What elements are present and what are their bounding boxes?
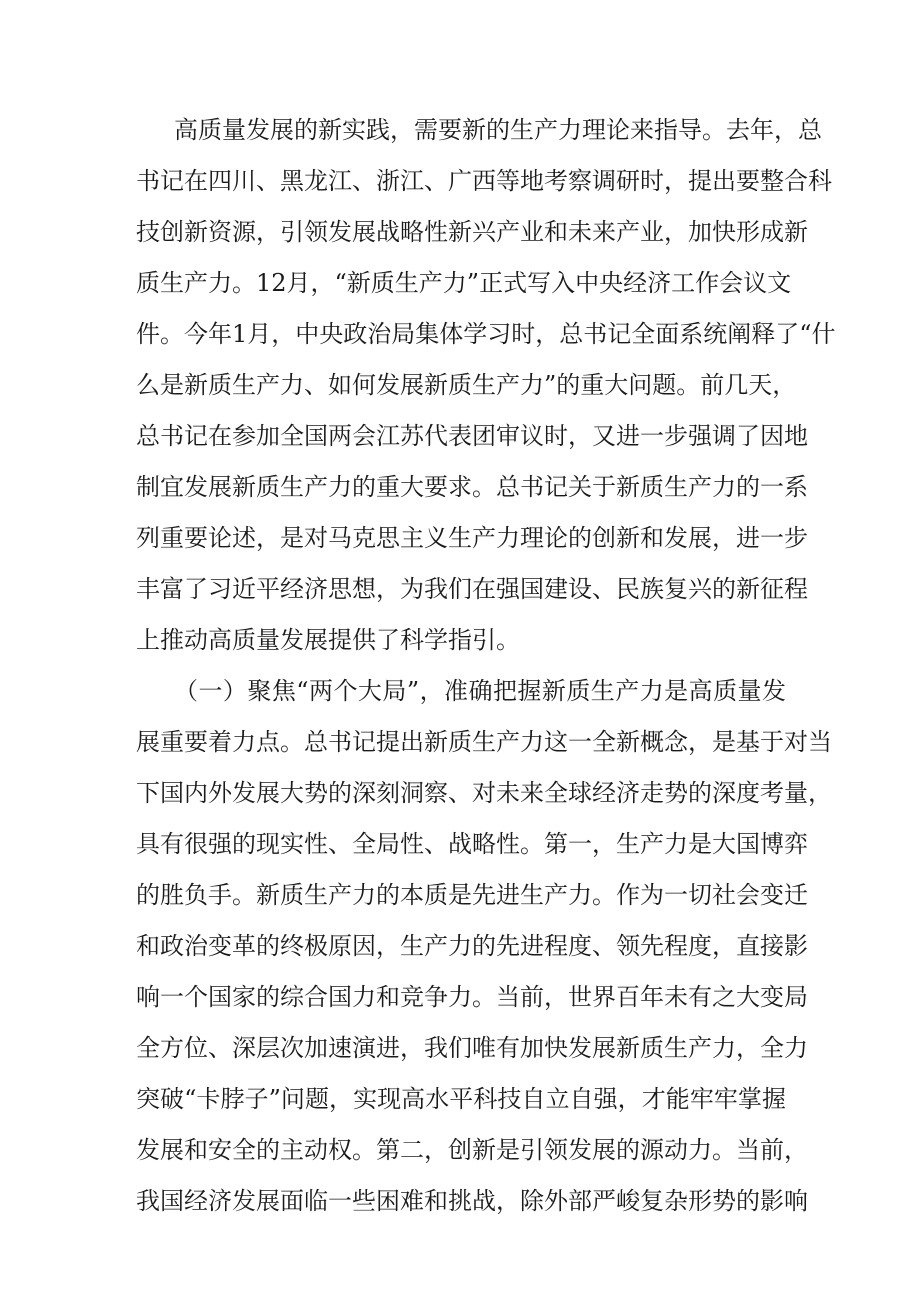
paragraph-2-line-3: 下国内外发展大势的深刻洞察、对未来全球经济走势的深度考量， [136,779,832,807]
paragraph-1-line-3: 技创新资源，引领发展战略性新兴产业和未来产业，加快形成新 [136,218,808,246]
paragraph-1-line-6: 么是新质生产力、如何发展新质生产力”的重大问题。前几天， [136,371,797,399]
paragraph-1-line-7: 总书记在参加全国两会江苏代表团审议时，又进一步强调了因地 [136,422,808,450]
paragraph-1-line-4: 质生产力。12月，“新质生产力”正式写入中央经济工作会议文 [136,269,792,297]
paragraph-2-line-5: 的胜负手。新质生产力的本质是先进生产力。作为一切社会变迁 [136,881,808,909]
paragraph-1-line-9: 列重要论述，是对马克思主义生产力理论的创新和发展，进一步 [136,524,808,552]
paragraph-1-line-2: 书记在四川、黑龙江、浙江、广西等地考察调研时，提出要整合科 [136,167,832,195]
paragraph-2-line-8: 全方位、深层次加速演进，我们唯有加快发展新质生产力，全力 [136,1034,808,1062]
paragraph-2-line-9: 突破“卡脖子”问题，实现高水平科技自立自强，才能牢牢掌握 [136,1085,786,1113]
paragraph-1-line-11: 上推动高质量发展提供了科学指引。 [136,626,520,654]
paragraph-1-line-8: 制宜发展新质生产力的重大要求。总书记关于新质生产力的一系 [136,473,808,501]
paragraph-1-line-10: 丰富了习近平经济思想，为我们在强国建设、民族复兴的新征程 [136,575,808,603]
paragraph-2-line-2: 展重要着力点。总书记提出新质生产力这一全新概念，是基于对当 [136,728,832,756]
paragraph-2-line-10: 发展和安全的主动权。第二，创新是引领发展的源动力。当前， [136,1136,808,1164]
paragraph-1-line-1: 高质量发展的新实践，需要新的生产力理论来指导。去年，总 [174,116,822,144]
paragraph-2-line-1: （一）聚焦“两个大局”，准确把握新质生产力是高质量发 [174,677,786,705]
paragraph-1-line-5: 件。今年1月，中央政治局集体学习时，总书记全面系统阐释了“什 [136,320,836,348]
paragraph-2-line-11: 我国经济发展面临一些困难和挑战，除外部严峻复杂形势的影响 [136,1187,808,1215]
paragraph-2-line-4: 具有很强的现实性、全局性、战略性。第一，生产力是大国博弈 [136,830,808,858]
paragraph-2-line-6: 和政治变革的终极原因，生产力的先进程度、领先程度，直接影 [136,932,808,960]
paragraph-2-line-7: 响一个国家的综合国力和竞争力。当前，世界百年未有之大变局 [136,983,808,1011]
